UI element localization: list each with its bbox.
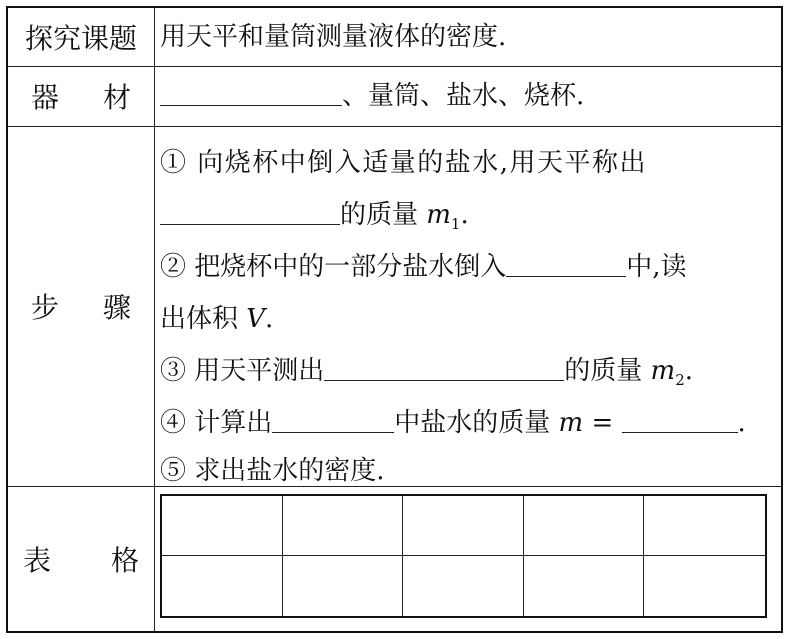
table-cell[interactable]: [162, 556, 283, 616]
topic-text: 用天平和量筒测量液体的密度.: [160, 22, 507, 52]
step-1-blank[interactable]: [160, 198, 340, 225]
step-2-period: .: [265, 304, 274, 334]
table-cell[interactable]: [403, 496, 524, 556]
column-divider: [154, 8, 155, 631]
step-4-text-mid: 中盐水的质量: [394, 408, 559, 438]
step-2-blank[interactable]: [506, 250, 626, 277]
step-4-equals: =: [583, 408, 622, 438]
step-2-volume-text: 出体积: [160, 304, 247, 334]
step-3-mass-text: 的质量: [564, 356, 651, 386]
equipment-text: 、量筒、盐水、烧杯.: [342, 81, 585, 111]
topic-label: [8, 8, 154, 66]
step-4-text-before: ④ 计算出: [160, 408, 273, 438]
step-1-mass-text: 的质量: [340, 200, 427, 230]
steps-label: [8, 126, 154, 486]
step-4-variable: m: [558, 408, 584, 438]
table-label-char-2: 格: [111, 543, 140, 577]
step-4-period: .: [737, 408, 746, 438]
topic-label-text: 探究课题: [24, 22, 137, 55]
step-5: [160, 445, 771, 497]
table-cell[interactable]: [644, 496, 765, 556]
table-label: [8, 486, 154, 631]
step-1-period: .: [460, 200, 469, 230]
step-1-variable: m: [426, 200, 451, 230]
step-3-period: .: [684, 356, 693, 386]
table-cell[interactable]: [403, 556, 524, 616]
step-2-line-1: [160, 241, 771, 293]
step-3-variable: m: [650, 356, 676, 386]
step-2-line-2: [160, 293, 771, 345]
step-4-blank-1[interactable]: [272, 406, 394, 433]
step-3-blank[interactable]: [324, 354, 564, 381]
table-label-char-1: 表: [22, 543, 51, 577]
step-2-variable: V: [246, 304, 266, 334]
equipment-label-char-2: 材: [103, 81, 132, 114]
step-3-subscript: 2: [675, 371, 685, 389]
steps-label-char-1: 步: [30, 291, 59, 324]
step-1-text: ① 向烧杯中倒入适量的盐水,用天平称出: [160, 148, 648, 178]
table-cell[interactable]: [524, 556, 645, 616]
step-2-text-after: 中,读: [626, 252, 687, 282]
table-cell[interactable]: [283, 496, 404, 556]
topic-content: [160, 11, 771, 63]
table-cell[interactable]: [283, 556, 404, 616]
steps-label-char-2: 骤: [103, 291, 132, 324]
table-cell[interactable]: [644, 556, 765, 616]
step-1-subscript: 1: [450, 215, 461, 233]
step-1-line-1: [160, 137, 771, 189]
data-table-grid: [160, 494, 767, 618]
step-4-blank-2[interactable]: [622, 406, 738, 433]
step-2-text-before: ② 把烧杯中的一部分盐水倒入: [160, 252, 507, 282]
equipment-label: [8, 66, 154, 126]
table-cell[interactable]: [162, 496, 283, 556]
equipment-label-char-1: 器: [30, 81, 59, 114]
equipment-content: [160, 70, 771, 122]
table-cell[interactable]: [524, 496, 645, 556]
step-5-text: ⑤ 求出盐水的密度.: [160, 456, 385, 486]
step-4: [160, 397, 771, 449]
step-3-text-before: ③ 用天平测出: [160, 356, 325, 386]
equipment-blank[interactable]: [160, 79, 342, 106]
